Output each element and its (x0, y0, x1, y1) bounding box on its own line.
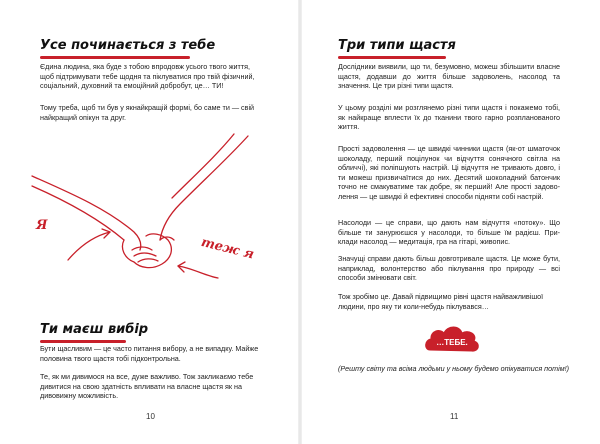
left-page (0, 0, 298, 444)
left-arrow-curve (68, 232, 110, 260)
choice-section-title: Ти маєш вибір (40, 322, 149, 337)
cloud-shape (422, 322, 482, 358)
right-paragraph-2: У цьому розділі ми розглянемо різні типи щастя і покажемо тобі, як найкраще вплести їх до тканини твого гарно розпланованого життя. (338, 103, 560, 132)
holding-hands-illustration (28, 128, 278, 308)
right-page-title: Три типи щастя (338, 38, 456, 53)
left-section2-paragraph-1: Бути щасливим — це часто питання вибору, а не випадку. Майже половина твого щастя тобі підконтрольна. (40, 344, 259, 363)
finger-line-1 (132, 247, 152, 250)
title-underline (40, 56, 190, 59)
choice-title-underline (40, 340, 126, 343)
label-also-me: теж я (199, 234, 256, 263)
left-paragraph-2: Тому треба, щоб ти був у якнайкращій формі, бо саме ти — свій найкращий опікун та друг. (40, 103, 255, 122)
page-number-left: 10 (146, 412, 155, 421)
right-page (302, 0, 600, 444)
right-arm-outline-upper (172, 134, 234, 198)
left-section2-paragraph-2: Те, як ми дивимося на все, дуже важливо. Тож закликаємо тебе дивитися на свою здатність впливати на власне щастя як на дивовижну можливість. (40, 372, 254, 401)
page-number-right: 11 (450, 412, 459, 421)
label-me: Я (36, 218, 48, 233)
right-paragraph-5: Значущі справи дають більш довготривале щастя. Це може бути, наприклад, волонтерство або піклування про природу — всі способи змінювати світ. (338, 254, 560, 283)
right-paragraph-3: Прості задоволення — це швидкі чинники щастя (як-от шматочок шоколаду, перший поцілунок чи відчуття сонячного світла на обличчі), які поліпшують настрій. Ці відчуття не тривають довго, і ти можеш призвичаїтися до них. Десятий шоколадний батончик точно не смакуватиме так добре, як перший! Але прості задоволення — це швидкі й ефективні способи підняти собі настрій. (338, 144, 560, 201)
left-paragraph-1: Єдина людина, яка буде з тобою впродовж усього твого життя, щоб підтримувати тебе щодня та піклуватися про твій фізичний, соціальний, духовний та емоційний добробут, це… ТИ! (40, 62, 255, 91)
right-paragraph-6: Тож зробімо це. Давай підвищимо рівні щастя найважливішої людини, про яку ти коли-небудь піклувався… (338, 292, 544, 311)
hands-clasp (122, 234, 171, 268)
right-title-underline (338, 56, 446, 59)
right-paragraph-4: Насолоди — це справи, що дають нам відчуття «потоку». Що більше ти занурюєшся у насолоди, то більше їм радієш. Приклади насолод — медитація, гра на гітарі, живопис. (338, 218, 560, 247)
finger-line-3 (138, 259, 158, 262)
right-arm-outline (160, 136, 248, 240)
cloud-text: …ТЕБЕ. (436, 338, 468, 347)
finger-line-2 (134, 253, 156, 256)
right-footnote: (Решту світу та всіма людьми у ньому будемо опікуватися потім!) (338, 364, 570, 373)
right-paragraph-1: Дослідники виявили, що ти, безумовно, можеш збільшити власне щастя, додавши до життя більше задоволень, насолод та значення. Це три різні типи щастя. (338, 62, 560, 91)
left-page-title: Усе починається з тебе (40, 38, 216, 53)
